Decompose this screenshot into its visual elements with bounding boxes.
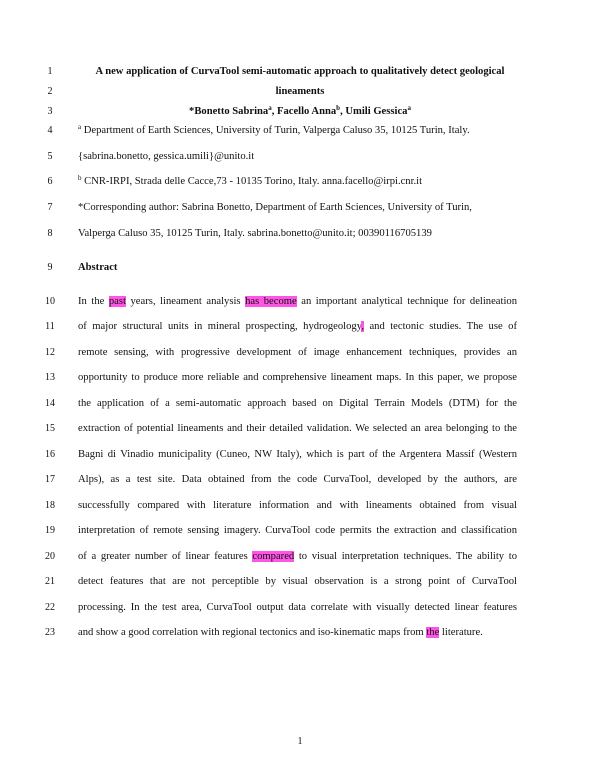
line-number: 18	[45, 500, 55, 511]
line-number: 5	[47, 151, 53, 162]
abstract-line: Bagni di Vinadio municipality (Cuneo, NW Italy), which is part of the Argentera Massif (Western	[78, 449, 517, 460]
highlighted-text: past	[108, 296, 126, 307]
line-number: 4	[47, 125, 53, 136]
abstract-line	[78, 295, 517, 308]
author-list	[0, 105, 600, 118]
text-run: and show a good correlation with regional tectonics and iso-kinematic maps from	[78, 627, 427, 638]
highlighted-text: has become	[245, 296, 297, 307]
line-number: 16	[45, 449, 55, 460]
abstract-heading: Abstract	[78, 262, 118, 273]
abstract-line: extraction of potential lineaments and their detailed validation. We selected an area belonging to the	[78, 423, 517, 434]
abstract-line: processing. In the test area, CurvaTool output data correlate with visually detected linear features	[78, 602, 517, 613]
affiliation-a-emails: {sabrina.bonetto, gessica.umili}@unito.it	[78, 151, 255, 162]
highlighted-text: ,	[361, 321, 364, 332]
text-run: years, lineament analysis	[125, 296, 246, 307]
highlighted-text: the	[426, 627, 440, 638]
abstract-line: detect features that are not perceptible by visual observation is a strong point of CurvaTool	[78, 576, 517, 587]
abstract-line: Alps), as a test site. Data obtained from the code CurvaTool, developed by the authors, are	[78, 474, 517, 485]
line-number: 17	[45, 474, 55, 485]
author-name: Umili Gessica	[345, 106, 408, 117]
line-number: 15	[45, 423, 55, 434]
affiliation-text: Department of Earth Sciences, University of Turin, Valperga Caluso 35, 10125 Turin, Italy.	[81, 125, 470, 136]
page-number: 1	[297, 736, 303, 747]
abstract-line: successfully compared with literature information and with lineaments obtained from visual	[78, 500, 517, 511]
text-run: and tectonic studies. The use of	[363, 321, 517, 332]
line-number: 10	[45, 296, 55, 307]
author-name: *Bonetto Sabrina	[189, 106, 269, 117]
paper-title-line-2: lineaments	[275, 86, 325, 97]
text-run: an important analytical technique for delineation	[296, 296, 517, 307]
abstract-line-last	[78, 626, 483, 639]
affiliation-text: CNR-IRPI, Strada delle Cacce,73 - 10135 Torino, Italy. anna.facello@irpi.cnr.it	[81, 176, 423, 187]
abstract-line	[78, 550, 517, 563]
highlighted-text: compared	[252, 551, 295, 562]
abstract-line	[78, 320, 517, 333]
text-run: of major structural units in mineral prospecting, hydrogeology	[78, 321, 362, 332]
abstract-line: interpretation of remote sensing imagery. CurvaTool code permits the extraction and classification	[78, 525, 517, 536]
abstract-line: remote sensing, with progressive development of image enhancement techniques, provides an	[78, 347, 517, 358]
line-number: 6	[47, 176, 53, 187]
abstract-line: opportunity to produce more reliable and comprehensive lineament maps. In this paper, we propose	[78, 372, 517, 383]
text-run: to visual interpretation techniques. The ability to	[294, 551, 517, 562]
line-number: 22	[45, 602, 55, 613]
line-number: 13	[45, 372, 55, 383]
line-number: 23	[45, 627, 55, 638]
line-number: 19	[45, 525, 55, 536]
text-run: of a greater number of linear features	[78, 551, 253, 562]
line-number: 9	[47, 262, 53, 273]
author-affiliation-marker: a	[407, 104, 411, 112]
author-name: Facello Anna	[277, 106, 337, 117]
text-run: In the	[78, 296, 109, 307]
line-number: 8	[47, 228, 53, 239]
line-number: 7	[47, 202, 53, 213]
affiliation-marker: a	[78, 123, 82, 131]
line-number: 20	[45, 551, 55, 562]
author-affiliation-marker: a	[268, 104, 272, 112]
line-number: 21	[45, 576, 55, 587]
abstract-line: the application of a semi-automatic approach based on Digital Terrain Models (DTM) for the	[78, 398, 517, 409]
line-number: 11	[45, 321, 55, 332]
affiliation-marker: b	[78, 174, 82, 182]
line-number: 3	[47, 106, 53, 117]
paper-title-line-1: A new application of CurvaTool semi-automatic approach to qualitatively detect geological	[95, 66, 505, 77]
affiliation-b	[78, 175, 422, 188]
author-affiliation-marker: b	[336, 104, 341, 112]
line-number: 2	[47, 86, 53, 97]
corresponding-author-line-2: Valperga Caluso 35, 10125 Turin, Italy. sabrina.bonetto@unito.it; 00390116705139	[78, 228, 432, 239]
text-run: literature.	[439, 627, 483, 638]
line-number: 14	[45, 398, 55, 409]
line-number: 1	[47, 66, 53, 77]
author-separator: ,	[271, 106, 277, 117]
corresponding-author-line-1: *Corresponding author: Sabrina Bonetto, Department of Earth Sciences, University of Turin,	[78, 202, 472, 213]
author-separator: ,	[340, 106, 346, 117]
line-number: 12	[45, 347, 55, 358]
affiliation-a	[78, 124, 470, 137]
